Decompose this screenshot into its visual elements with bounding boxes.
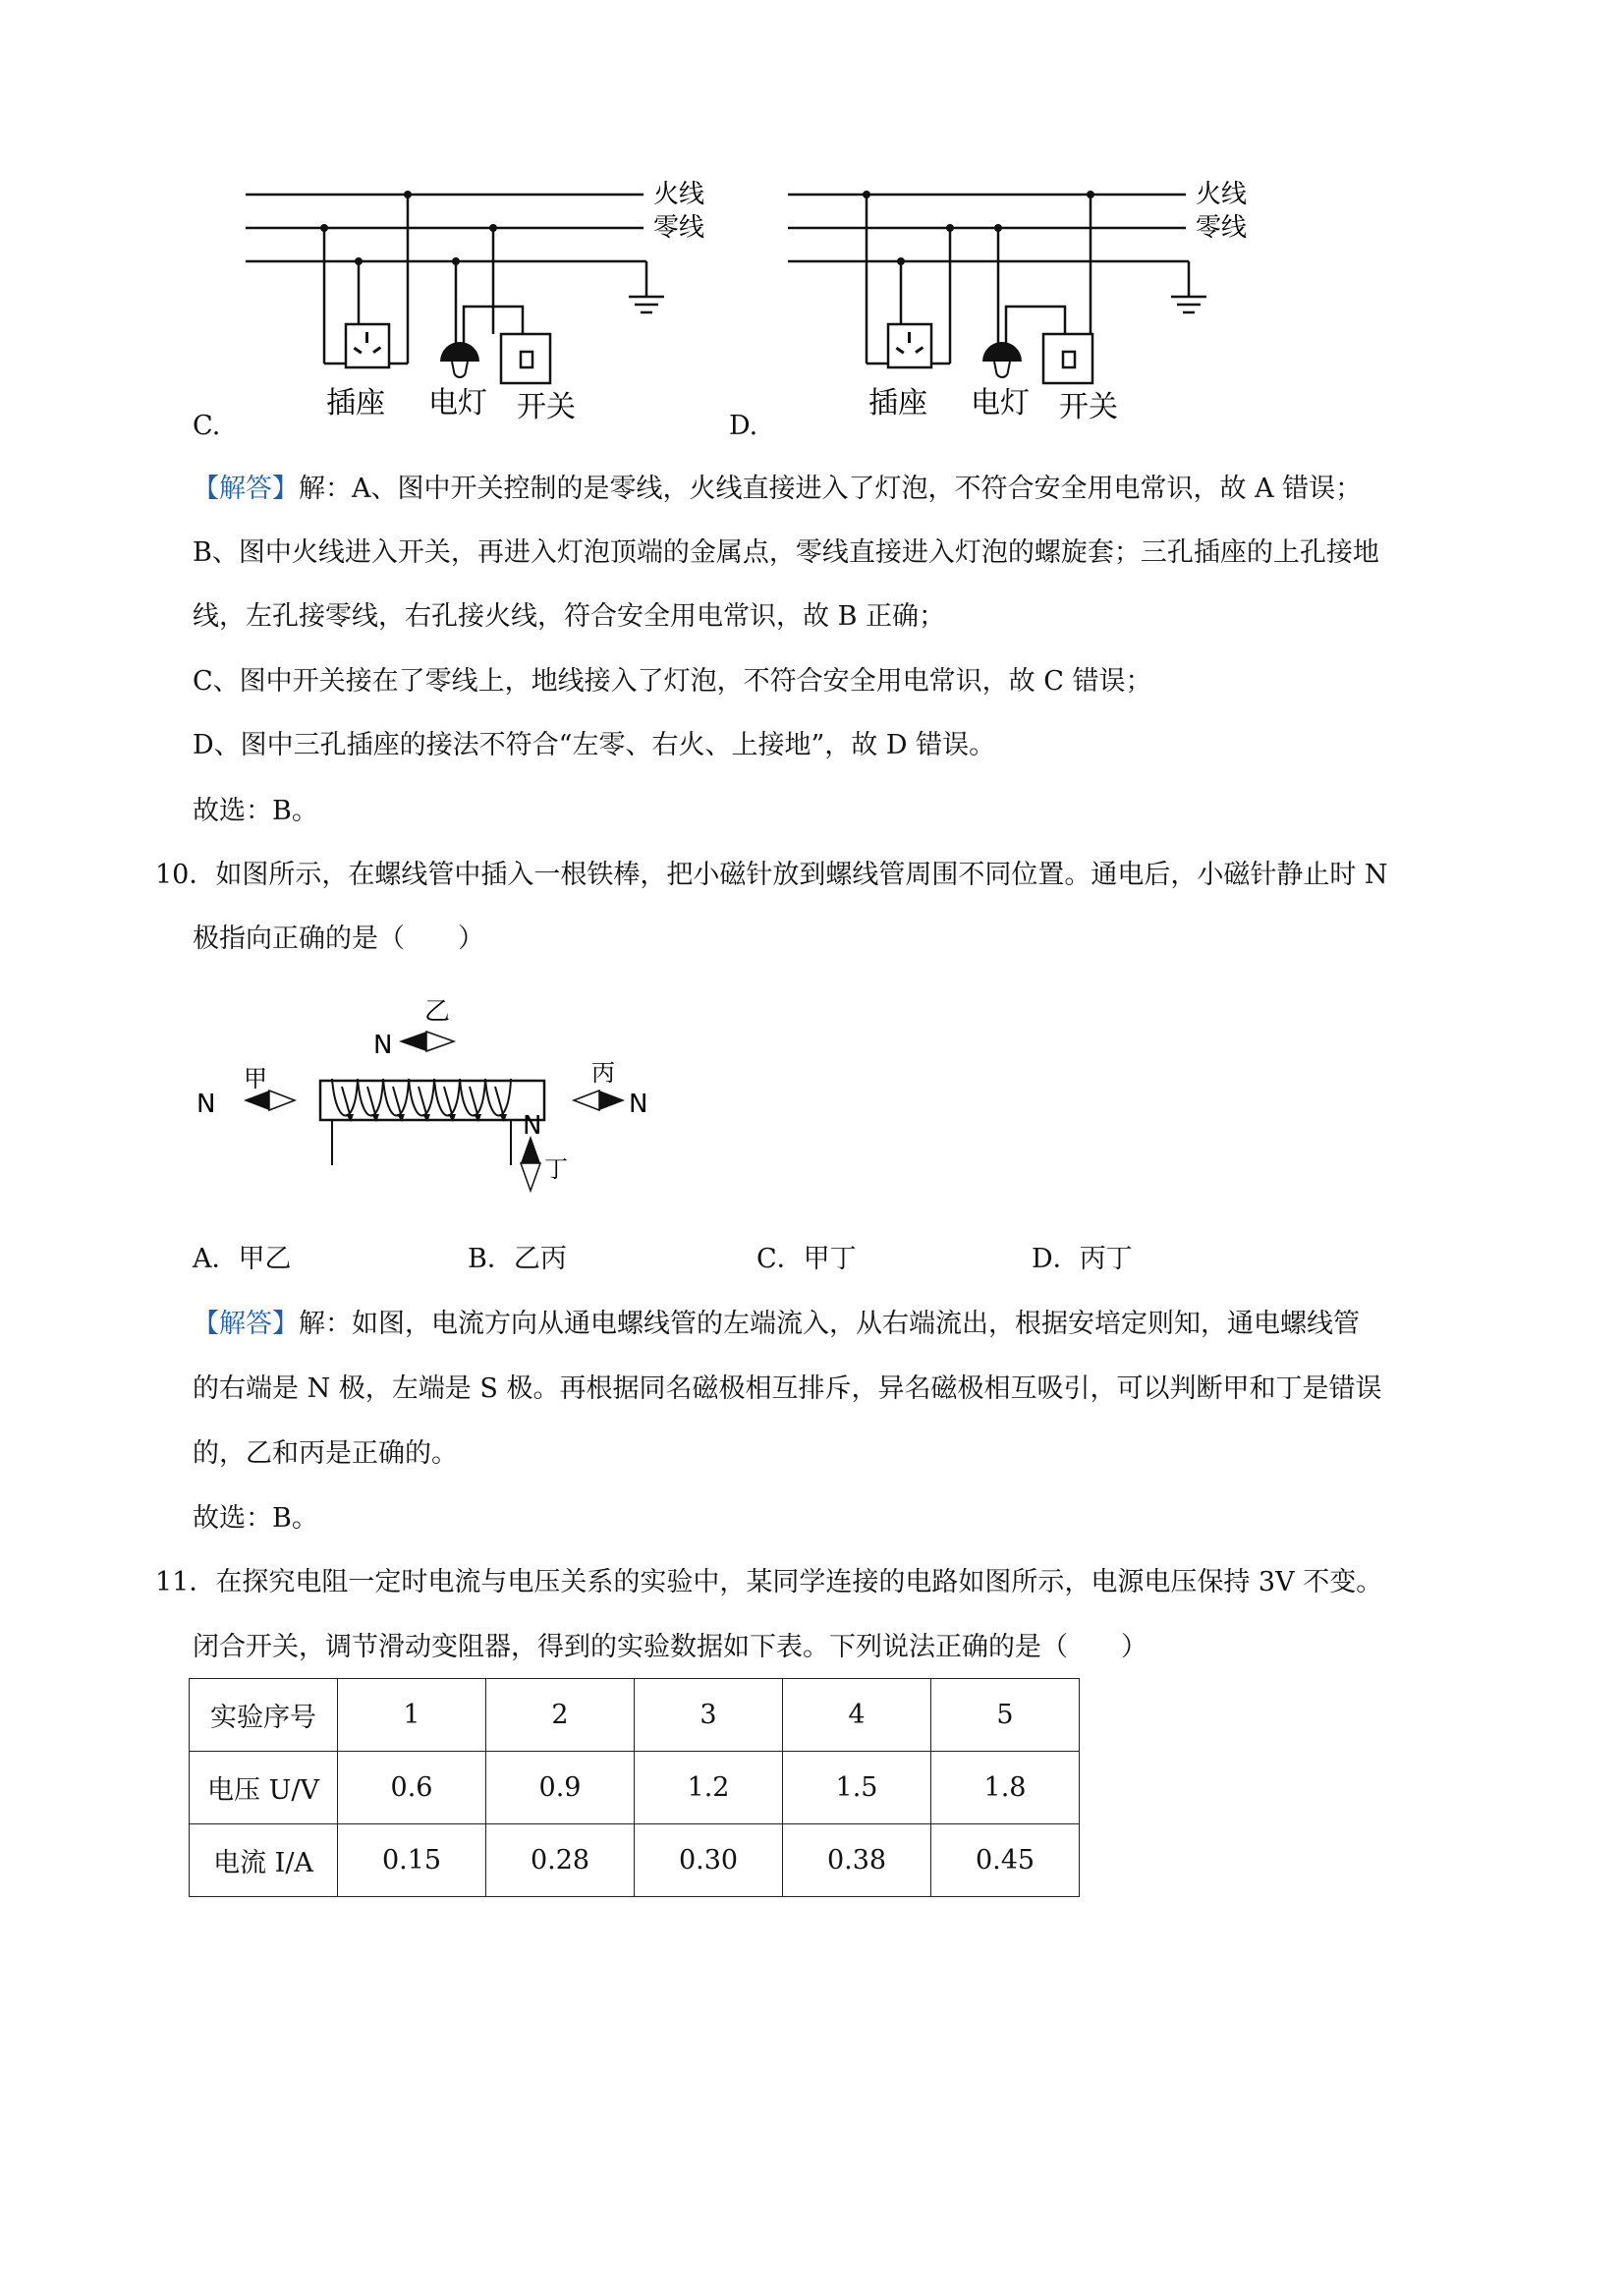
table-cell: 电流 I/A [190,1824,338,1897]
switch-label: 开关 [1059,390,1118,424]
lamp-label: 电灯 [428,386,487,420]
table-cell: 1.5 [783,1752,931,1824]
option-d-label: D. [729,411,758,441]
q9-answer: 故选：B。 [193,796,318,826]
table-cell: 0.15 [338,1824,486,1897]
needle-ding-n-label: N [523,1111,542,1141]
needle-bing-label: 丙 [591,1059,615,1087]
needle-ding-label: 丁 [544,1155,568,1183]
q10-solution-line-3: 的，乙和丙是正确的。 [193,1438,458,1469]
neutral-wire-label: 零线 [653,213,705,243]
q11-question-line-2: 闭合开关，调节滑动变阻器，得到的实验数据如下表。下列说法正确的是（ ） [193,1632,1147,1662]
table-cell: 1.2 [635,1752,783,1824]
switch-label: 开关 [517,390,576,424]
live-wire-label: 火线 [1196,180,1248,209]
neutral-wire-label: 零线 [1196,213,1248,243]
q10-question-line-2: 极指向正确的是（ ） [193,924,484,954]
q10-choice-c: C．甲丁 [756,1244,857,1274]
q10-choice-b: B．乙丙 [468,1244,567,1274]
q11-question-line-1: 11．在探究电阻一定时电流与电压关系的实验中，某同学连接的电路如图所示，电源电压保持 3V 不变。 [155,1567,1383,1597]
needle-jia-n-label: N [196,1090,216,1119]
table-cell: 0.28 [486,1824,635,1897]
socket-label: 插座 [326,386,385,420]
solution-tag: 【解答】 [193,1309,299,1339]
needle-bing-n-label: N [629,1090,648,1119]
table-cell: 0.30 [635,1824,783,1897]
table-row [190,1752,1080,1824]
table-cell: 5 [931,1679,1080,1752]
table-cell: 0.9 [486,1752,635,1824]
solenoid-diagram [193,990,743,1216]
q10-solution-line-1: 【解答】解：如图，电流方向从通电螺线管的左端流入，从右端流出，根据安培定则知，通电螺线管 [193,1309,1360,1339]
table-cell: 电压 U/V [190,1752,338,1824]
table-cell: 0.6 [338,1752,486,1824]
table-cell: 0.38 [783,1824,931,1897]
needle-yi-label: 乙 [424,997,451,1027]
q9-solution-line-1: 【解答】解：A、图中开关控制的是零线，火线直接进入了灯泡，不符合安全用电常识，故 A 错误； [193,474,1363,504]
needle-yi-n-label: N [373,1031,393,1060]
q10-question-line-1: 10．如图所示，在螺线管中插入一根铁棒，把小磁针放到螺线管周围不同位置。通电后，小磁针静止时 N [155,860,1388,890]
solution-tag: 【解答】 [193,474,299,504]
table-cell: 0.45 [931,1824,1080,1897]
wiring-diagram-d [778,177,1269,442]
q10-solution-line-2: 的右端是 N 极，左端是 S 极。再根据同名磁极相互排斥，异名磁极相互吸引，可以判断甲和丁是错误 [193,1373,1382,1404]
q10-choice-a: A．甲乙 [193,1244,292,1274]
q9-solution-line-5: D、图中三孔插座的接法不符合“左零、右火、上接地”，故 D 错误。 [193,730,996,760]
table-cell: 4 [783,1679,931,1752]
table-cell: 1.8 [931,1752,1080,1824]
table-cell: 实验序号 [190,1679,338,1752]
q9-solution-line-3: 线，左孔接零线，右孔接火线，符合安全用电常识，故 B 正确； [193,601,946,632]
table-row [190,1679,1080,1752]
lamp-label: 电灯 [971,386,1030,420]
experiment-data-table [189,1678,1080,1897]
table-row [190,1824,1080,1897]
live-wire-label: 火线 [653,180,705,209]
q10-choice-d: D．丙丁 [1032,1244,1133,1274]
table-cell: 1 [338,1679,486,1752]
needle-jia-label: 甲 [244,1065,267,1092]
q9-solution-line-2: B、图中火线进入开关，再进入灯泡顶端的金属点，零线直接进入灯泡的螺旋套；三孔插座的上孔接地 [193,537,1379,568]
table-cell: 3 [635,1679,783,1752]
option-c-label: C. [193,411,221,441]
table-cell: 2 [486,1679,635,1752]
q9-solution-line-4: C、图中开关接在了零线上，地线接入了灯泡，不符合安全用电常识，故 C 错误； [193,666,1152,697]
wiring-diagram-c [236,177,727,442]
socket-label: 插座 [868,386,927,420]
q10-answer: 故选：B。 [193,1503,318,1534]
